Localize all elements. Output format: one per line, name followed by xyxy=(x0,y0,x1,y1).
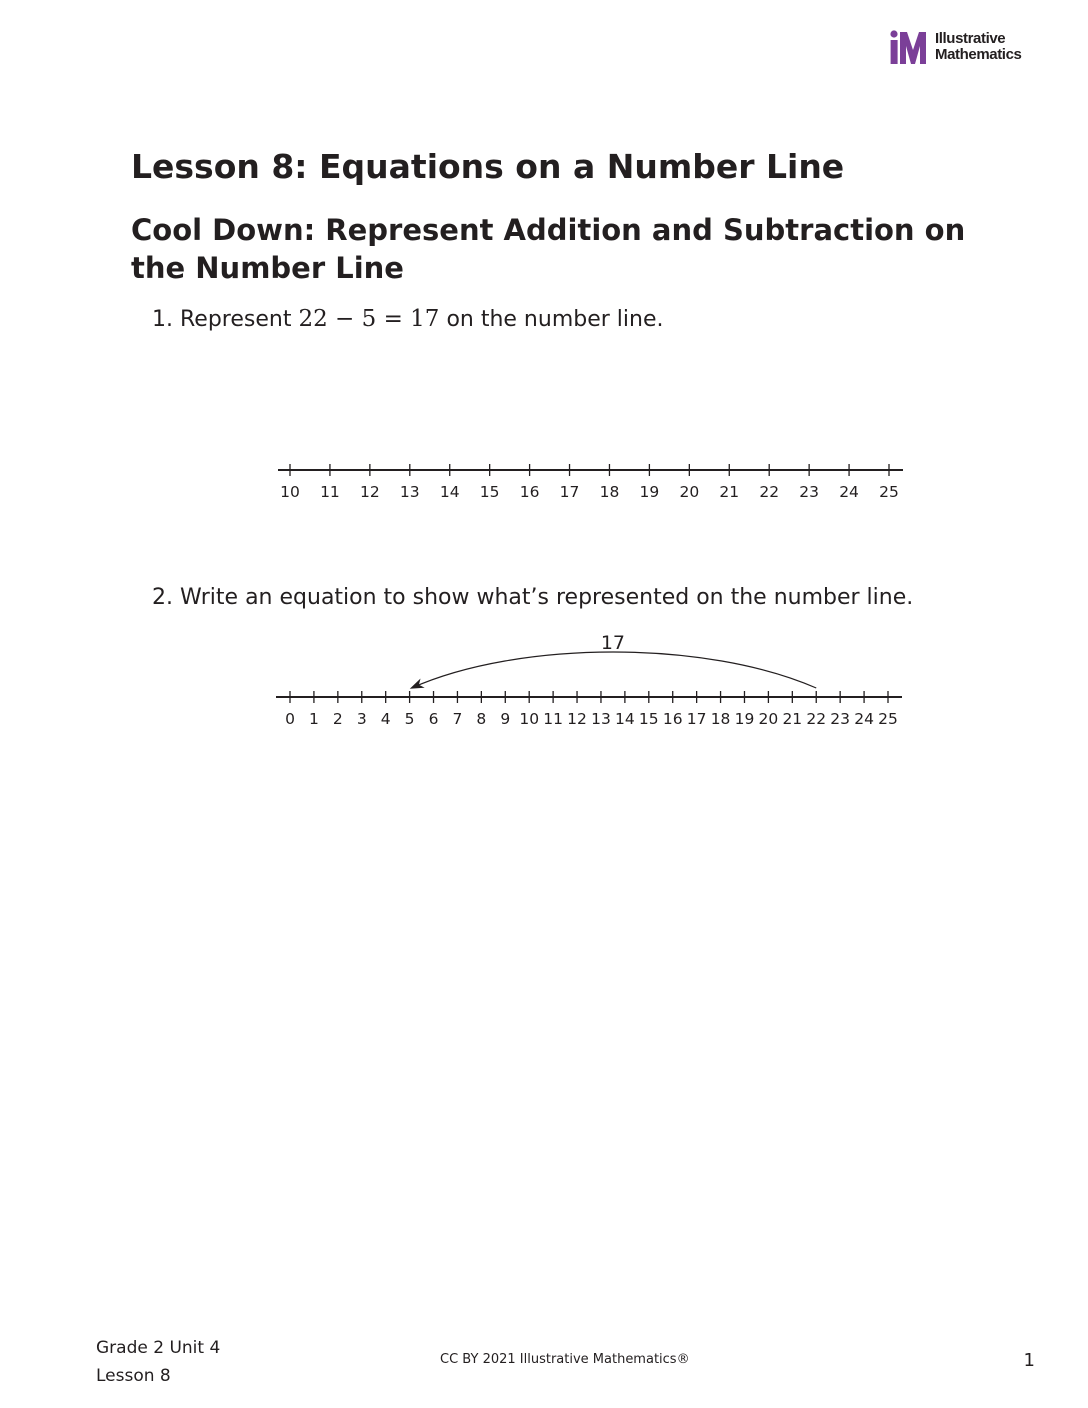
nl2-tick-label-18: 18 xyxy=(710,710,731,728)
problem-1-number: 1. xyxy=(152,307,173,332)
nl2-tick-label-9: 9 xyxy=(500,710,511,728)
number-line-2 xyxy=(276,632,902,728)
nl2-tick-label-3: 3 xyxy=(356,710,367,728)
nl1-tick-label-16: 16 xyxy=(519,483,540,501)
nl1-tick-label-25: 25 xyxy=(879,483,899,501)
nl1-tick-label-24: 24 xyxy=(839,483,859,501)
nl2-tick-label-23: 23 xyxy=(830,710,851,728)
nl2-tick-label-17: 17 xyxy=(686,710,707,728)
problem-1-text-after: on the number line. xyxy=(446,307,664,332)
nl1-tick-label-18: 18 xyxy=(599,483,620,501)
nl2-tick-label-8: 8 xyxy=(476,710,487,728)
nl2-tick-label-14: 14 xyxy=(615,710,635,728)
nl1-tick-label-10: 10 xyxy=(280,483,300,501)
nl1-tick-label-15: 15 xyxy=(479,483,500,501)
nl2-tick-label-0: 0 xyxy=(285,710,295,728)
nl2-tick-label-16: 16 xyxy=(662,710,683,728)
footer-page-number: 1 xyxy=(1023,1350,1035,1371)
nl2-tick-label-12: 12 xyxy=(567,710,587,728)
nl2-tick-label-19: 19 xyxy=(734,710,755,728)
nl2-tick-label-10: 10 xyxy=(519,710,540,728)
footer-left xyxy=(96,1334,220,1390)
nl2-tick-label-13: 13 xyxy=(591,710,611,728)
nl2-tick-label-1: 1 xyxy=(308,710,319,728)
nl1-tick-label-20: 20 xyxy=(679,483,700,501)
nl2-tick-label-25: 25 xyxy=(878,710,898,728)
nl1-tick-label-19: 19 xyxy=(639,483,660,501)
number-line-1[interactable] xyxy=(278,464,903,501)
section-title: Cool Down: Represent Addition and Subtraction on the Number Line xyxy=(131,213,966,285)
footer-grade-unit: Grade 2 Unit 4 xyxy=(96,1338,221,1358)
nl2-tick-label-20: 20 xyxy=(758,710,779,728)
problem-1-text-before: Represent xyxy=(180,307,292,332)
problem-2-text: Write an equation to show what’s represented on the number line. xyxy=(180,585,914,610)
nl1-tick-label-14: 14 xyxy=(439,483,460,501)
nl2-tick-label-21: 21 xyxy=(782,710,803,728)
nl2-tick-label-5: 5 xyxy=(404,710,415,728)
nl1-tick-label-11: 11 xyxy=(320,483,340,501)
brand-line-2: Mathematics xyxy=(935,46,1022,63)
problem-2-number: 2. xyxy=(152,585,173,610)
nl2-tick-label-15: 15 xyxy=(638,710,659,728)
problem-1-equation: 22 − 5 = 17 xyxy=(298,306,440,332)
jump-label: 17 xyxy=(600,632,626,654)
footer-lesson: Lesson 8 xyxy=(96,1366,171,1386)
jump-arrow xyxy=(412,652,817,688)
lesson-title: Lesson 8: Equations on a Number Line xyxy=(131,147,845,186)
nl2-tick-label-24: 24 xyxy=(854,710,874,728)
nl1-tick-label-21: 21 xyxy=(719,483,740,501)
footer-copyright: CC BY 2021 Illustrative Mathematics® xyxy=(440,1352,690,1367)
nl2-tick-label-6: 6 xyxy=(428,710,439,728)
nl2-tick-label-4: 4 xyxy=(380,710,391,728)
nl1-tick-label-22: 22 xyxy=(759,483,780,501)
nl1-tick-label-12: 12 xyxy=(359,483,380,501)
nl1-tick-label-17: 17 xyxy=(559,483,580,501)
nl2-tick-label-22: 22 xyxy=(806,710,827,728)
nl1-tick-label-13: 13 xyxy=(399,483,420,501)
nl2-tick-label-11: 11 xyxy=(543,710,563,728)
nl2-tick-label-2: 2 xyxy=(332,710,343,728)
nl1-tick-label-23: 23 xyxy=(799,483,820,501)
nl2-tick-label-7: 7 xyxy=(452,710,463,728)
brand-line-1: Illustrative xyxy=(935,30,1006,47)
